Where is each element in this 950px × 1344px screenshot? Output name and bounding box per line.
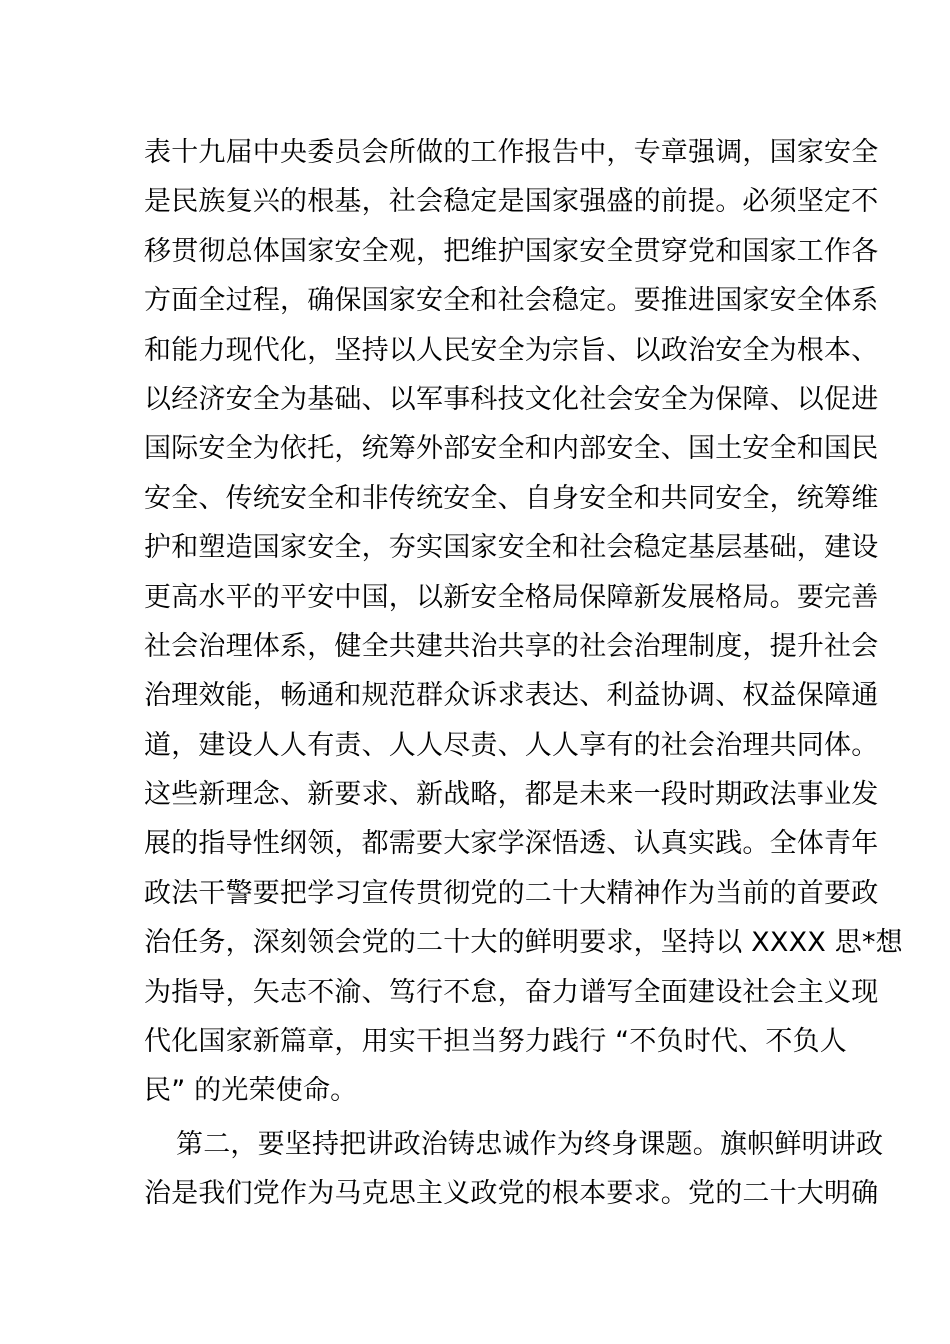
text-line: 为指导，矢志不渝、笃行不怠，奋力谱写全面建设社会主义现 bbox=[144, 976, 879, 1008]
text-line: 展的指导性纲领，都需要大家学深悟透、认真实践。全体青年 bbox=[144, 828, 879, 860]
text-line: 更高水平的平安中国，以新安全格局保障新发展格局。要完善 bbox=[144, 581, 879, 613]
paragraph-start-line: 第二，要坚持把讲政治铸忠诚作为终身课题。旗帜鲜明讲政 bbox=[176, 1128, 884, 1160]
text-line: 代化国家新篇章，用实干担当努力践行 “不负时代、不负人 bbox=[144, 1026, 847, 1058]
text-line: 以经济安全为基础、以军事科技文化社会安全为保障、以促进 bbox=[144, 383, 879, 415]
text-line: 政法干警要把学习宣传贯彻党的二十大精神作为当前的首要政 bbox=[144, 877, 879, 909]
text-line: 和能力现代化，坚持以人民安全为宗旨、以政治安全为根本、 bbox=[144, 334, 879, 366]
text-line: 道，建设人人有责、人人尽责、人人享有的社会治理共同体。 bbox=[144, 729, 879, 761]
text-line: 表十九届中央委员会所做的工作报告中，专章强调，国家安全 bbox=[144, 137, 879, 168]
text-line: 治理效能，畅通和规范群众诉求表达、利益协调、权益保障通 bbox=[144, 680, 879, 712]
text-line: 安全、传统安全和非传统安全、自身安全和共同安全，统筹维 bbox=[144, 482, 879, 514]
body-text bbox=[144, 128, 903, 1219]
text-line: 国际安全为依托，统筹外部安全和内部安全、国土安全和国民 bbox=[144, 433, 879, 465]
text-line: 是民族复兴的根基，社会稳定是国家强盛的前提。必须坚定不 bbox=[144, 186, 879, 218]
text-line: 方面全过程，确保国家安全和社会稳定。要推进国家安全体系 bbox=[144, 285, 879, 317]
text-line: 治任务，深刻领会党的二十大的鲜明要求，坚持以 XXXX 思*想 bbox=[144, 927, 903, 959]
text-line: 这些新理念、新要求、新战略，都是未来一段时期政法事业发 bbox=[144, 779, 879, 811]
text-line: 治是我们党作为马克思主义政党的根本要求。党的二十大明确 bbox=[144, 1178, 879, 1210]
text-line: 护和塑造国家安全，夯实国家安全和社会稳定基层基础，建设 bbox=[144, 532, 879, 564]
text-line: 移贯彻总体国家安全观，把维护国家安全贯穿党和国家工作各 bbox=[144, 235, 879, 267]
text-line: 社会治理体系，健全共建共治共享的社会治理制度，提升社会 bbox=[144, 630, 879, 662]
text-line: 民” 的光荣使命。 bbox=[144, 1075, 358, 1107]
